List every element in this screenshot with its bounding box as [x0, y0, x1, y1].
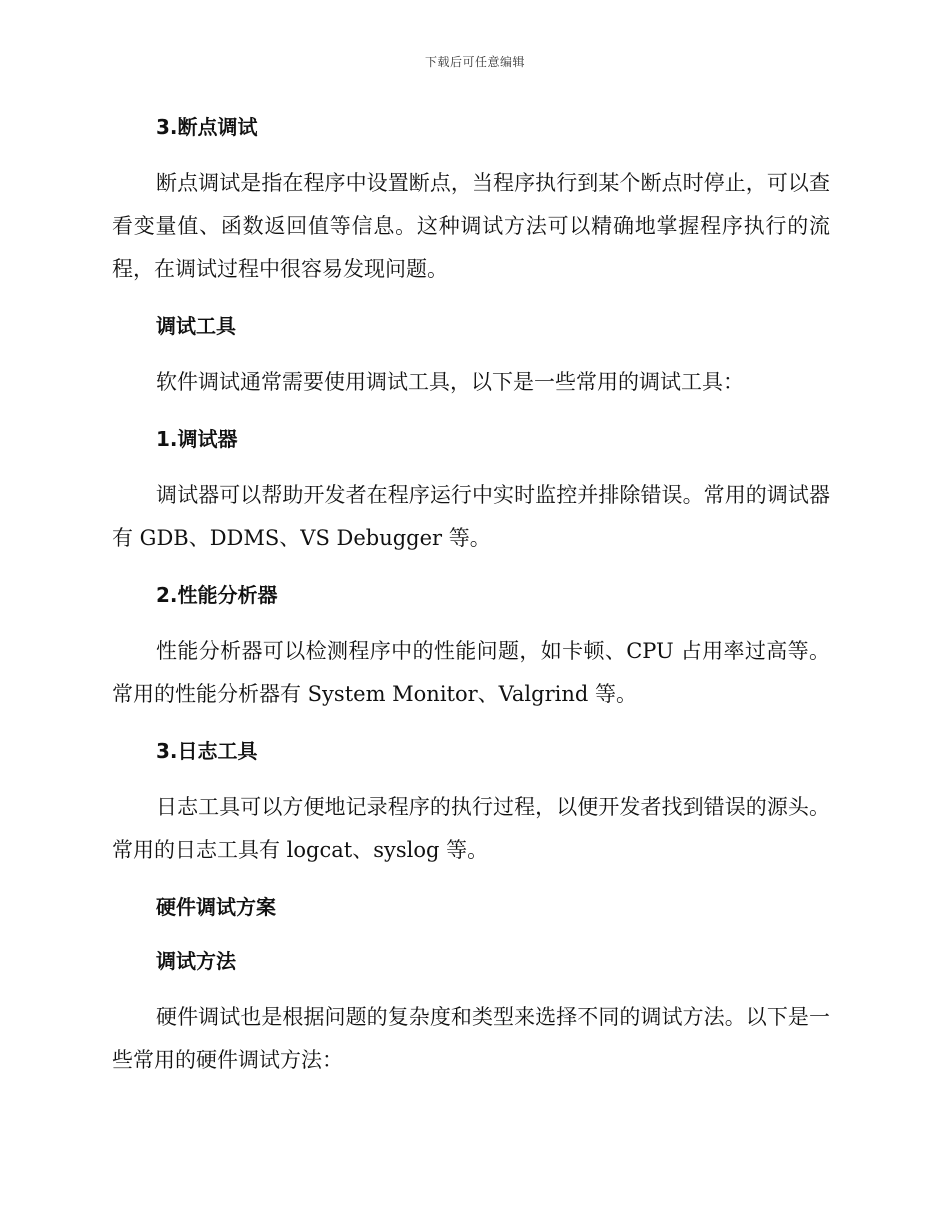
section-heading-debug-methods: 调试方法 — [156, 949, 236, 973]
paragraph-profiler: 性能分析器可以检测程序中的性能问题，如卡顿、CPU 占用率过高等。常用的性能分析器有 System Monitor、Valgrind 等。 — [112, 639, 830, 706]
section-heading-profiler: 2.性能分析器 — [156, 583, 278, 607]
section-heading-debug-tools: 调试工具 — [156, 314, 236, 338]
section-heading-hardware-debugging: 硬件调试方案 — [156, 895, 276, 919]
document-body — [112, 108, 830, 1098]
paragraph-hardware-debug-methods: 硬件调试也是根据问题的复杂度和类型来选择不同的调试方法。以下是一些常用的硬件调试方法： — [112, 1005, 830, 1072]
section-heading-debugger: 1.调试器 — [156, 427, 238, 451]
section-heading-breakpoint-debugging: 3.断点调试 — [156, 115, 258, 139]
paragraph-breakpoint-debugging: 断点调试是指在程序中设置断点，当程序执行到某个断点时停止，可以查看变量值、函数返回值等信息。这种调试方法可以精确地掌握程序执行的流程，在调试过程中很容易发现问题。 — [112, 171, 830, 281]
header-note: 下载后可任意编辑 — [424, 55, 525, 69]
paragraph-debugger: 调试器可以帮助开发者在程序运行中实时监控并排除错误。常用的调试器有 GDB、DDMS、VS Debugger 等。 — [112, 483, 830, 550]
section-heading-log-tools: 3.日志工具 — [156, 739, 258, 763]
paragraph-log-tools: 日志工具可以方便地记录程序的执行过程，以便开发者找到错误的源头。常用的日志工具有 logcat、syslog 等。 — [112, 795, 830, 862]
paragraph-debug-tools-intro: 软件调试通常需要使用调试工具，以下是一些常用的调试工具： — [156, 370, 744, 394]
